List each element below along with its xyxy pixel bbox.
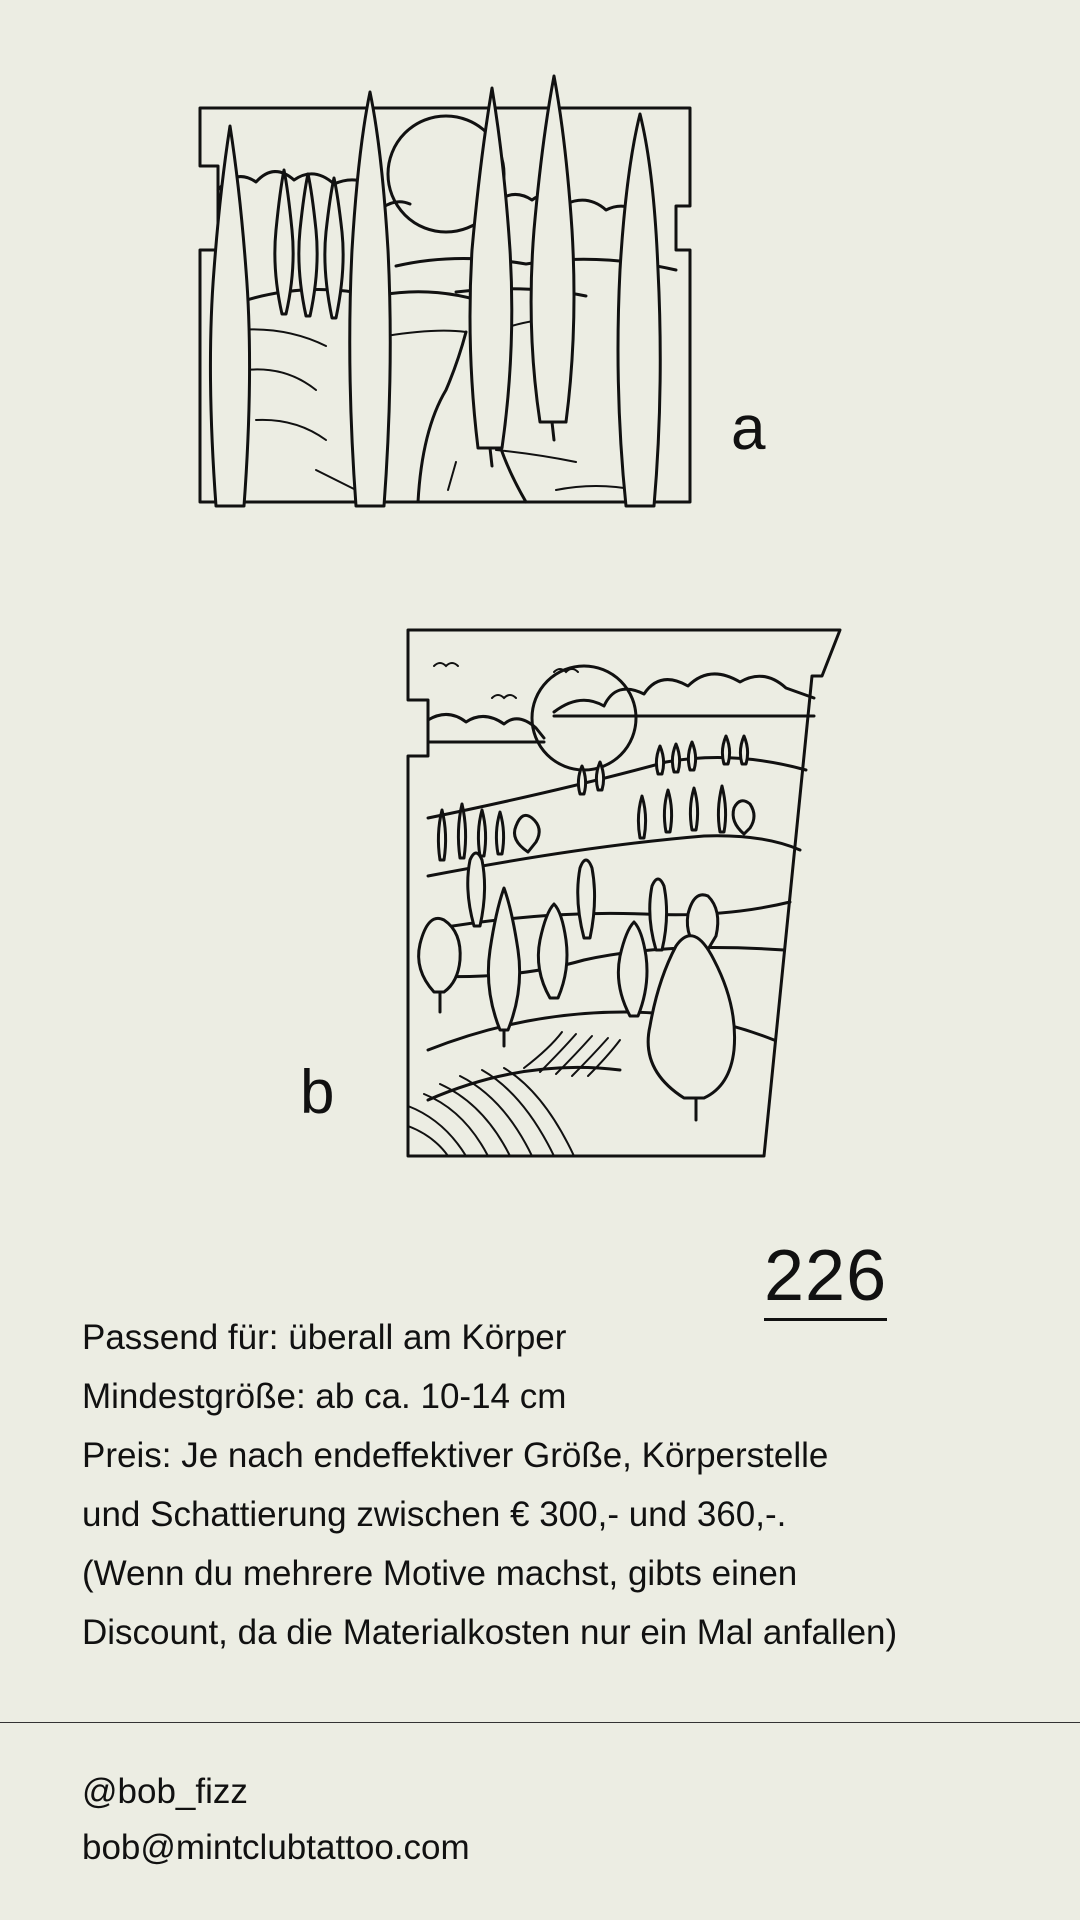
cypress-left <box>210 126 249 506</box>
divider <box>0 1722 1080 1723</box>
info-line-min-size: Mindestgröße: ab ca. 10-14 cm <box>82 1377 567 1416</box>
large-tree-right <box>648 936 734 1098</box>
cypress-center-right <box>531 76 574 422</box>
option-label-a: a <box>731 394 766 463</box>
email-link[interactable]: bob@mintclubtattoo.com <box>82 1828 470 1867</box>
poplar-tree <box>468 853 485 926</box>
small-cypress-2 <box>299 174 317 316</box>
round-tree <box>419 918 461 992</box>
small-cypress-1 <box>275 170 293 314</box>
small-cypress-3 <box>325 178 343 318</box>
frame-a <box>200 108 690 502</box>
info-line-discount: (Wenn du mehrere Motive machst, gibts einen <box>82 1554 798 1593</box>
cypress-mid-left <box>350 92 391 506</box>
illustration-a-cypress-landscape <box>196 70 696 510</box>
cloud <box>554 674 814 712</box>
info-line-price: Preis: Je nach endeffektiver Größe, Körperstelle <box>82 1436 829 1475</box>
design-number: 226 <box>764 1240 887 1321</box>
bird-icon <box>492 695 516 698</box>
road <box>418 332 466 502</box>
info-line-discount-reason: Discount, da die Materialkosten nur ein Mal anfallen) <box>82 1613 898 1652</box>
option-label-b: b <box>300 1058 335 1127</box>
info-block <box>82 1308 1062 1662</box>
instagram-handle[interactable]: @bob_fizz <box>82 1772 248 1811</box>
contact-block <box>82 1764 470 1876</box>
illustration-b-rolling-hills <box>404 620 844 1166</box>
cypress-center <box>470 88 512 448</box>
sun-icon <box>532 666 636 770</box>
cypress-right <box>618 114 660 506</box>
info-line-price-range: und Schattierung zwischen € 300,- und 360,-. <box>82 1495 787 1534</box>
bird-icon <box>434 663 458 666</box>
cloud-line <box>218 171 376 190</box>
info-line-placement: Passend für: überall am Körper <box>82 1318 567 1357</box>
